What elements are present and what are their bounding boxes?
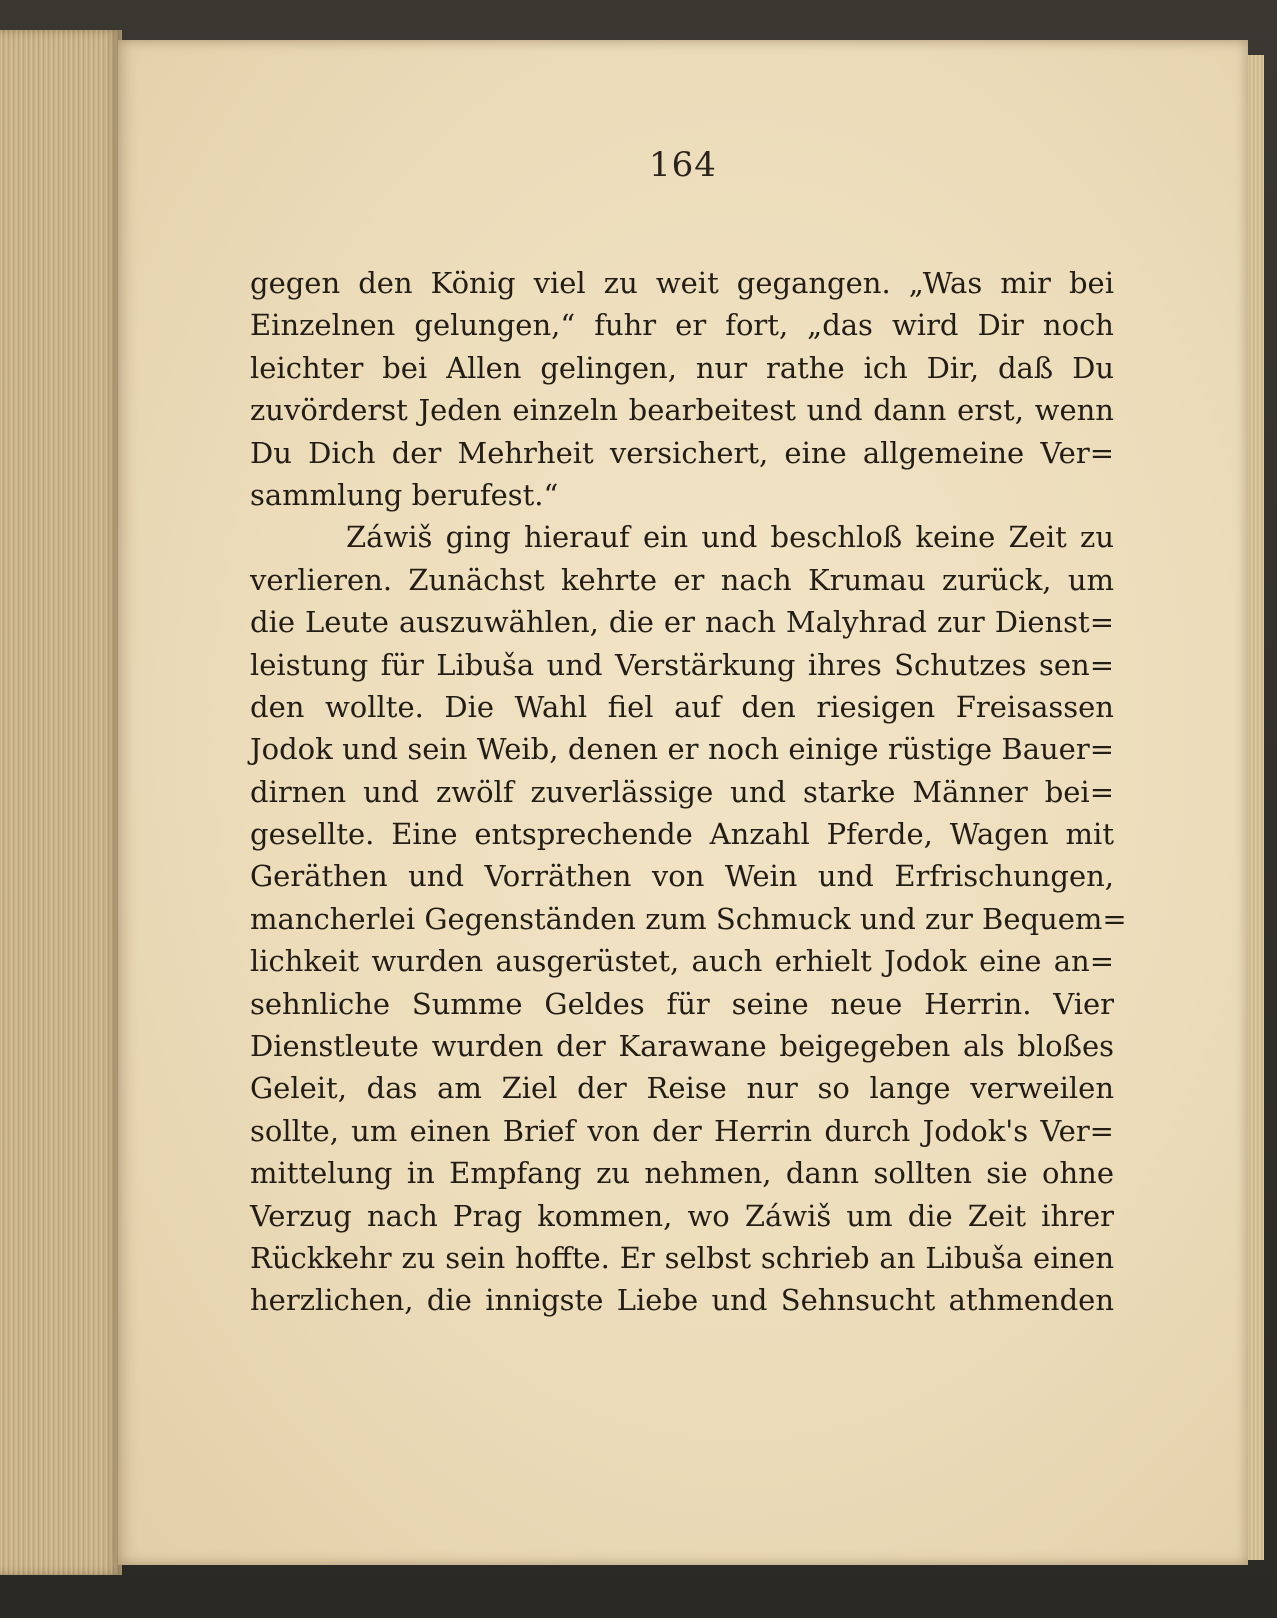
text-line: sammlung berufest.“: [250, 477, 559, 512]
text-line: den wollte. Die Wahl fiel auf den riesigen Freisassen: [250, 689, 1114, 724]
text-line: sehnliche Summe Geldes für seine neue Herrin. Vier: [250, 986, 1114, 1021]
text-line: Geleit, das am Ziel der Reise nur so lange verweilen: [250, 1071, 1114, 1106]
text-line: herzlichen, die innigste Liebe und Sehnsucht athmenden: [250, 1283, 1114, 1318]
text-line: mancherlei Gegenständen zum Schmuck und zur Bequem=: [250, 901, 1127, 936]
text-line: sollte, um einen Brief von der Herrin durch Jodok's Ver=: [250, 1113, 1114, 1148]
text-line: Du Dich der Mehrheit versichert, eine allgemeine Ver=: [250, 435, 1114, 470]
text-line: Dienstleute wurden der Karawane beigegeben als bloßes: [250, 1029, 1114, 1064]
text-line: Einzelnen gelungen,“ fuhr er fort, „das wird Dir noch: [250, 308, 1114, 343]
text-line: Záwiš ging hierauf ein und beschloß keine Zeit zu: [346, 520, 1114, 555]
text-line: dirnen und zwölf zuverlässige und starke Männer bei=: [250, 774, 1114, 809]
text-line: verlieren. Zunächst kehrte er nach Krumau zurück, um: [250, 562, 1114, 597]
text-line: gesellte. Eine entsprechende Anzahl Pferde, Wagen mit: [250, 817, 1114, 852]
text-line: gegen den König viel zu weit gegangen. „Was mir bei: [250, 266, 1114, 300]
text-line: die Leute auszuwählen, die er nach Malyhrad zur Dienst=: [250, 605, 1114, 640]
text-line: Verzug nach Prag kommen, wo Záwiš um die Zeit ihrer: [250, 1198, 1114, 1233]
text-line: zuvörderst Jeden einzeln bearbeitest und dann erst, wenn: [250, 393, 1114, 428]
book-page: [118, 40, 1248, 1565]
text-line: mittelung in Empfang zu nehmen, dann sollten sie ohne: [250, 1156, 1114, 1191]
text-line: Jodok und sein Weib, denen er noch einige rüstige Bauer=: [250, 732, 1114, 767]
text-line: leistung für Libuša und Verstärkung ihres Schutzes sen=: [250, 647, 1114, 682]
body-text: [250, 262, 1127, 1322]
text-line: lichkeit wurden ausgerüstet, auch erhielt Jodok eine an=: [250, 944, 1114, 979]
text-line: leichter bei Allen gelingen, nur rathe ich Dir, daß Du: [250, 350, 1114, 385]
page-number: 164: [649, 145, 717, 185]
text-line: Geräthen und Vorräthen von Wein und Erfrischungen,: [250, 859, 1114, 894]
book-spine-edge: [0, 30, 122, 1575]
text-line: Rückkehr zu sein hoffte. Er selbst schrieb an Libuša einen: [250, 1240, 1114, 1275]
